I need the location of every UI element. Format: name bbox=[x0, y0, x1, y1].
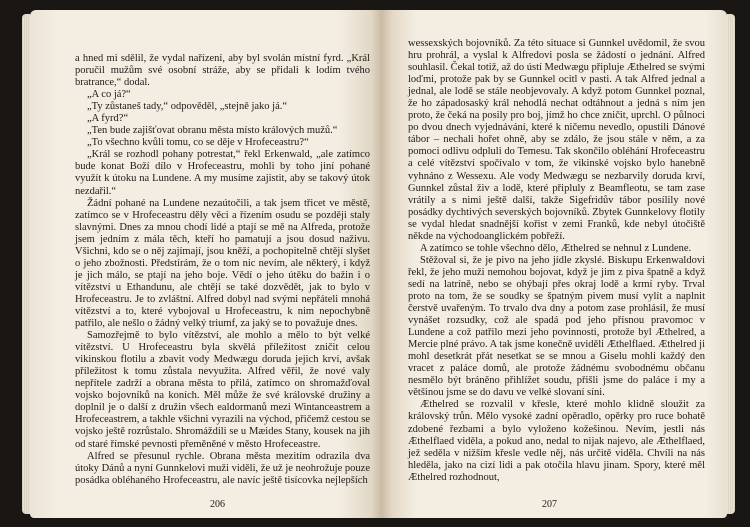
right-page bbox=[382, 10, 727, 518]
paragraph: Žádní pohané na Lundene nezaútočili, a tak jsem třicet ve městě, zatímco se v Hrofeceastru děly věci a řízením osudu se později staly slavnými. Dnes za mnou chodí lidé a ptají se mě na Alfreda, protože jsem jedním z mála těch, kteří ho pamatují a jsou dosud naživu. Všichni, kdo se o něj zajímají, jsou kněží, a pochopitelně chtějí slyšet o jeho zbožnosti. Předstírám, že o tom nic nevím, ale některý, i když je jich málo, se ptají na jeho boje. Vědí o jeho útěku do bažin i o vítězství u Ethandunu, ale chtějí se také dozvědět, jak to bylo v Hrofeceastru. Je to zvláštní. Alfred dobyl nad svými nepřáteli mnohá vítězství a to, které vybojoval u Hrofeceastru, k nim nepochybně patřilo, ale nešlo o žádný velký triumf, za jaký se to považuje dnes. bbox=[75, 197, 370, 330]
paragraph: „A fyrd?“ bbox=[87, 113, 129, 125]
paragraph: wessexských bojovníků. Za této situace si Gunnkel uvědomil, že svou hru prohrál, a vyslal k Alfredovi posla se žádostí o jednání. Alfred souhlasil. Čekal totiž, až do ústí Medwægu připluje Æthelred se svými loďmi, protože pak by se Gunnkel ocitl v pasti. A tak Alfred jednal a jednal, ale lodě se stále neobjevovaly. A když potom Gunnkel poznal, že ho západosaský král nehodlá nechat odtáhnout a jedná s ním jen proto, že čeká na posily pro boj, jímž ho chce zničit, uprchl. O půlnoci po dvou dnech vyjednávání, které k ničemu nevedlo, opustili Dánové tábor – nechali hořet ohně, aby se zdálo, že jsou stále v něm, a za pomoci odlivu odpluli do Temesu. Tak skončilo obléhání Hrofeceastru a celé vítězství spočívalo v tom, že vikinské vojsko bylo hanebně vyhnáno z Wessexu. Ale vody Medwægu se nezbarvily doruda krví, Gunnkel zůstal živ a lodě, které připluly z Beamfleotu, se tam zase vrátily a s nimi ještě další, takže Sigefridův tábor posílily nové posádky dychtivých severských bojovníků. Zbytek Gunnkelovy flotily se vydal hledat snadnější kořist v zemi Franků, kde nebyl útočiště někde na východoanglickém pobřeží. bbox=[408, 38, 705, 242]
left-page bbox=[30, 10, 382, 518]
page-stack-left bbox=[22, 14, 30, 514]
left-page-text bbox=[75, 53, 370, 487]
paragraph: „A co já?“ bbox=[87, 89, 131, 101]
page-number: 206 bbox=[210, 499, 225, 510]
paragraph: Alfred se přesunul rychle. Obrana města mezitím odrazila dva útoky Dánů a nyní Gunnkelovi muži viděli, že už je neohrožuje pouze posádka obléhaného Hrofeceastru, ale navíc ještě tisícovka nejlepších bbox=[75, 450, 370, 486]
page-number: 207 bbox=[542, 499, 557, 510]
paragraph: Æthelred se rozvalil v křesle, které mohlo klidně sloužit za královský trůn. Mělo vysoké zadní opěradlo, opěrky pro ruce bohatě zdobené řezbami a bylo vyloženo kožešinou. Nevím, jestli nás Æthelflaed viděla, a pokud ano, nedal to nijak najevo, ale Æthelflaed, jež seděla v nižším křesle vedle něj, nás určitě viděla. Chvíli na nás hleděla, jako na cizí lidi a pak otočila hlavu jinam. Spory, které měl Æthelred rozhodnout, bbox=[408, 399, 705, 483]
page-stack-right bbox=[727, 14, 735, 514]
paragraph: Samozřejmě to bylo vítězství, ale mohlo a mělo to být velké vítězství. U Hrofeceastru byla skvělá příležitost zničit celou vikinskou flotilu a zbavit vody Medwægu doruda jejich krví, avšak příležitost k tomu zůstala nevyužita. Alfred věřil, že nové valy nepřítele zadrží a obrana města to přilá, zatímco on shromažďoval vojsko bojovníků na koních. Měl může že své královské družiny a doplnil je o další z družin všech ealdormanů mezi Wintanceastrem a Hrofeceastrem, a takhle všichni vyrazili na východ, přičemž cestou se vojsko ještě rozrůstalo. Shromáždili se u Mæides Stany, kousek na jih od staré římské pevnosti přeměněné v město Hrofeceastre. bbox=[75, 330, 370, 450]
paragraph: a hned mi sdělil, že vydal nařízení, aby byl svolán místní fyrd. „Král poručil mužům své osobní stráže, aby se přidali k lodím tvého bratrance,“ dodal. bbox=[75, 53, 370, 89]
paragraph: „To všechno kvůli tomu, co se děje v Hrofeceastru?“ bbox=[87, 137, 309, 149]
right-page-text bbox=[408, 38, 705, 484]
paragraph: Stěžoval si, že je pivo na jeho jídle zkyslé. Biskupu Erkenwaldovi řekl, že jeho muži nemohou bojovat, když je jim z piva špatně a když sedí na latríně, nebo se ohýbají přes okraj lodě a krmí ryby. Trval proto na tom, že se soudky se špatným pivem musí vylít a naplnit čerstvě uvařeným. To trvalo dva dny a potom zase prohlásil, že musí vynášet rozsudky, což ale spadá pod jeho přísnou pravomoc v Lundene a což patřilo mezi jeho povinnosti, protože byl Æthelred, a Mercie plné právo. A tak jsme konečně uviděli Æthelflaed. Æthelred ji mohl desetkrát přát nesetkat se se mnou a Giselu mohli každý den vracet z paláce domů, ale protože žádnému svobodnému občanu nesmělo být bráněno přihlížet soudu, přišli jsme do paláce i my a většinou jsme se do davu ve velké slovaní síni. bbox=[408, 254, 705, 399]
paragraph: „Ten bude zajišťovat obranu města místo králových mužů.“ bbox=[87, 125, 338, 137]
paragraph: „Ty zůstaneš tady,“ odpověděl, „stejně jako já.“ bbox=[87, 101, 288, 113]
paragraph: A zatímco se tohle všechno dělo, Æthelred se nehnul z Lundene. bbox=[420, 242, 692, 254]
paragraph: „Král se rozhodl pohany potrestat,“ řekl Erkenwald, „ale zatímco bude konat Boží dílo v Hrofeceastru, mohli by toho jiní pohané využít k útoku na Lundene. A my musíme zajistit, aby se takový útok nezdařil.“ bbox=[75, 149, 370, 197]
